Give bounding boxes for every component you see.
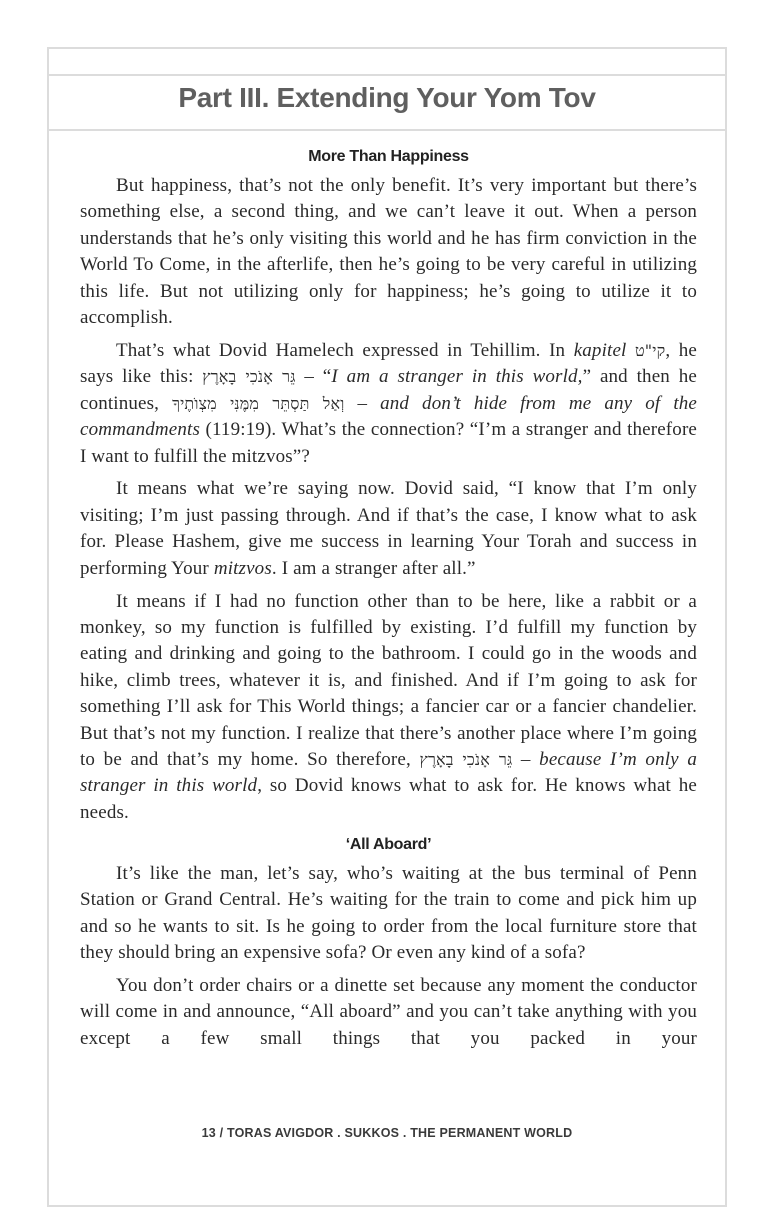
hebrew-text: גֵּר אָנֹכִי בָאָרֶץ — [419, 750, 513, 770]
italic-text: mitzvos — [213, 557, 272, 579]
section-heading: ‘All Aboard’ — [345, 835, 432, 853]
text: It means what we’re saying now. Dovid said, “I know that I’m only visiting; I’m just passing through. And if that’s the case, I know what to ask for. Please Hashem, give me success in learning Your Torah and success in performing Your — [80, 478, 697, 579]
text: (119:19). What’s the connection? “I’m a stranger and therefore I want to fulfill the mitzvos”? — [80, 419, 697, 467]
hebrew-text: קי"ט — [634, 340, 666, 360]
paragraph — [80, 476, 697, 582]
divider — [47, 129, 727, 131]
text: . I am a stranger after all.” — [271, 557, 476, 579]
divider — [47, 74, 727, 76]
hebrew-text: גֵּר אָנֹכִי בָאָרֶץ — [202, 367, 296, 387]
paragraph — [80, 589, 697, 827]
text: ” and then he continues, — [80, 366, 697, 414]
section-heading: More Than Happiness — [308, 148, 469, 165]
hebrew-text: וְאַל תַּסְתֵּר מִמֶּנִּי מִצְוֺתֶיךָ — [172, 393, 345, 413]
text: It means if I had no function other than to be here, like a rabbit or a monkey, so my function is fulfilled by existing. I’d fulfill my function by eating and drinking and going to the bathroom. I could go in the woods and hike, climb trees, whatever it is, and finished. And if I’m going to ask for something I’ll ask for This World things; a fancier car or a fancier chandelier. But that’s not my function. I realize that there’s another place where I’m going to be and that’s my home. So therefore, — [80, 590, 697, 771]
page-footer: 13 / TORAS AVIGDOR . SUKKOS . THE PERMANENT WORLD — [201, 1126, 573, 1140]
italic-text: I am a stranger in this world, — [331, 366, 583, 388]
page-title: Part III. Extending Your Yom Tov — [178, 82, 596, 113]
italic-text: and don’t hide from me any of the commandments — [80, 392, 698, 441]
text: That’s what Dovid Hamelech expressed in Tehillim. In — [116, 339, 574, 361]
italic-text: because I’m only a stranger in this world — [80, 749, 697, 797]
paragraph: You don’t order chairs or a dinette set because any moment the conductor will come in and announce, “All aboard” and you can’t take anything with you except a few small things that you packed in your — [80, 974, 697, 1049]
paragraph: But happiness, that’s not the only benefit. It’s very important but there’s something else, a second thing, and we can’t leave it out. When a person understands that he’s only visiting this world and he has firm conviction in the World To Come, in the afterlife, then he’s going to be very careful in utilizing this life. But not utilizing only for happiness; he’s going to utilize it to accomplish. — [80, 175, 697, 329]
paragraph — [80, 338, 697, 470]
text: – “ — [295, 366, 332, 388]
text: – — [344, 392, 381, 414]
paragraph: It’s like the man, let’s say, who’s waiting at the bus terminal of Penn Station or Grand Central. He’s waiting for the train to come and pick him up and so he wants to sit. Is he going to order from the local furniture store that they should bring an expensive sofa? Or even any kind of a sofa? — [80, 862, 697, 963]
text: , so Dovid knows what to ask for. He knows what he needs. — [80, 775, 697, 823]
italic-text: kapitel — [573, 339, 627, 361]
article-body — [80, 145, 697, 1059]
text: – — [512, 749, 540, 771]
text: , he says like this: — [80, 339, 697, 388]
